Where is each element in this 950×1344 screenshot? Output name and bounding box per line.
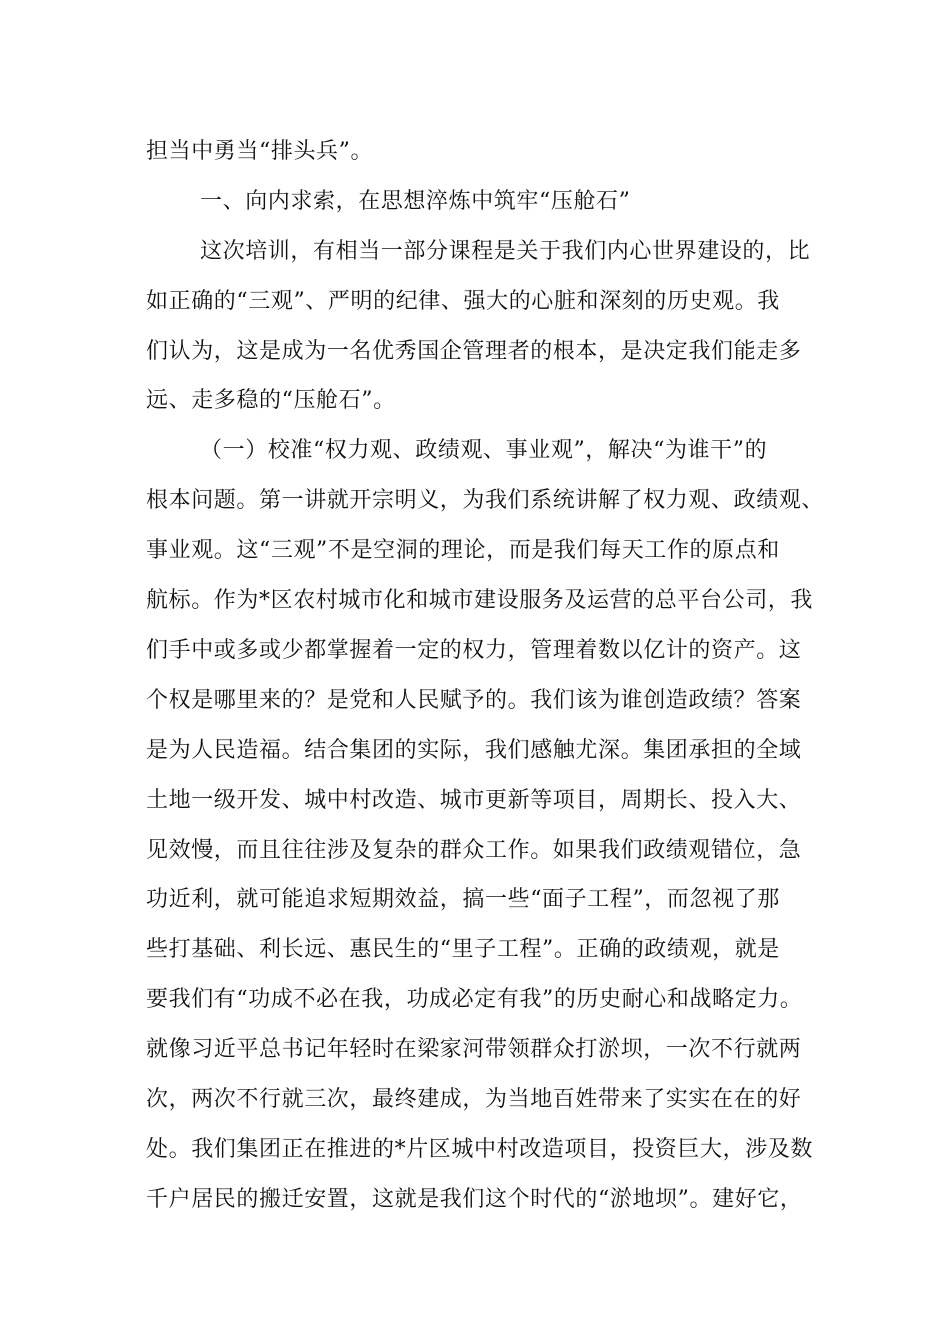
text-line: 事业观。这“三观”不是空洞的理论，而是我们每天工作的原点和	[146, 538, 780, 563]
text-line: 是为人民造福。结合集团的实际，我们感触尤深。集团承担的全域	[146, 738, 802, 763]
text-line: 如正确的“三观”、严明的纪律、强大的心脏和深刻的历史观。我	[146, 289, 780, 314]
text-line: 根本问题。第一讲就开宗明义，为我们系统讲解了权力观、政绩观、	[146, 488, 825, 513]
text-line: 千户居民的搬迁安置，这就是我们这个时代的“淤地坝”。建好它，	[146, 1187, 803, 1212]
text-line: 个权是哪里来的？是党和人民赋予的。我们该为谁创造政绩？答案	[146, 688, 802, 713]
text-line: 要我们有“功成不必在我，功成必定有我”的历史耐心和战略定力。	[146, 987, 803, 1012]
text-line: 就像习近平总书记年轻时在梁家河带领群众打淤坝，一次不行就两	[146, 1037, 802, 1062]
text-line: 些打基础、利长远、惠民生的“里子工程”。正确的政绩观，就是	[146, 937, 780, 962]
paragraph-first-line: 这次培训，有相当一部分课程是关于我们内心世界建设的，比	[200, 239, 811, 264]
text-line: 次，两次不行就三次，最终建成，为当地百姓带来了实实在在的好	[146, 1087, 802, 1112]
text-line: 们手中或多或少都掌握着一定的权力，管理着数以亿计的资产。这	[146, 638, 802, 663]
text-line: 功近利，就可能追求短期效益，搞一些“面子工程”，而忽视了那	[146, 887, 780, 912]
text-line: 担当中勇当“排头兵”。	[146, 139, 374, 164]
section-heading: 一、向内求索，在思想淬炼中筑牢“压舱石”	[200, 189, 631, 214]
subsection-heading: （一）校准“权力观、政绩观、事业观”，解决“为谁干”的	[200, 438, 768, 463]
text-line: 土地一级开发、城中村改造、城市更新等项目，周期长、投入大、	[146, 788, 802, 813]
text-line: 们认为，这是成为一名优秀国企管理者的根本，是决定我们能走多	[146, 339, 802, 364]
text-line: 航标。作为*区农村城市化和城市建设服务及运营的总平台公司，我	[146, 588, 814, 613]
text-line: 处。我们集团正在推进的*片区城中村改造项目，投资巨大，涉及数	[146, 1137, 814, 1162]
text-line: 远、走多稳的“压舱石”。	[146, 388, 396, 413]
text-line: 见效慢，而且往往涉及复杂的群众工作。如果我们政绩观错位，急	[146, 838, 802, 863]
